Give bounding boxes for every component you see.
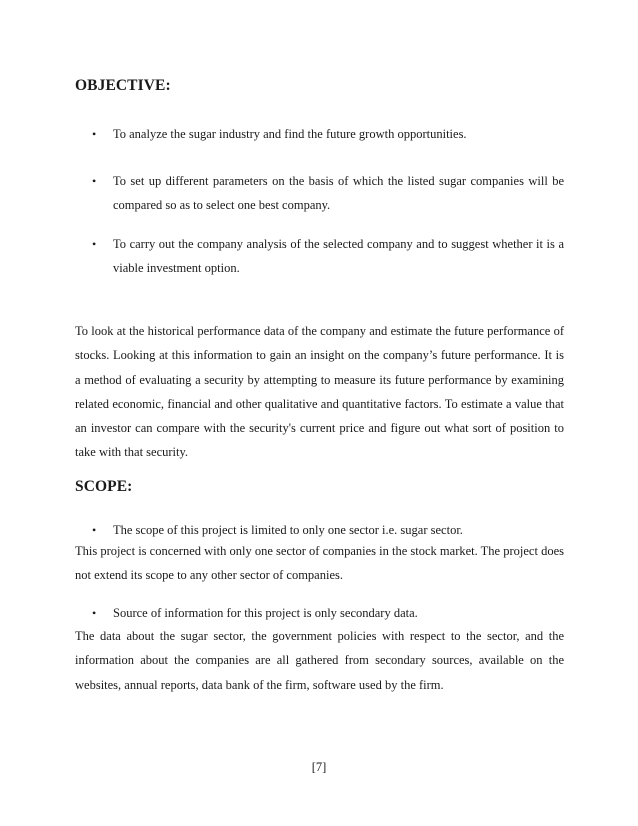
bullet-icon: • [92, 174, 97, 188]
scope-bullet-1-text: The scope of this project is limited to only one sector i.e. sugar sector. [113, 523, 463, 537]
scope-heading: SCOPE: [75, 478, 133, 495]
scope-paragraph-1: This project is concerned with only one sector of companies in the stock market. The project does not extend its scope to any other sector of companies. [75, 544, 564, 583]
bullet-icon: • [92, 523, 97, 537]
objective-bullet-list [0, 169, 638, 217]
bullet-icon: • [92, 606, 97, 620]
page-number: [7] [311, 760, 327, 774]
objective-bullet-3-text: To carry out the company analysis of the selected company and to suggest whether it is a viable investment option. [113, 237, 564, 275]
objective-paragraph: To look at the historical performance data of the company and estimate the future performance of stocks. Looking at this information to gain an insight on the company’s future performance. It is a method of evaluating a security by attempting to measure its future performance by examining related economic, financial and other qualitative and quantitative factors. To estimate a value that an investor can compare with the security's current price and figure out what sort of position to take with that security. [75, 324, 564, 460]
scope-bullet-2-text: Source of information for this project is only secondary data. [113, 606, 418, 620]
bullet-icon: • [92, 237, 97, 251]
objective-bullet-2-text: To set up different parameters on the basis of which the listed sugar companies will be compared so as to select one best company. [113, 174, 564, 212]
objective-bullet-1 [0, 122, 638, 146]
scope-paragraph-2: The data about the sugar sector, the government policies with respect to the sector, and the information about the companies are all gathered from secondary sources, available on the websites, annual reports, data bank of the firm, software used by the firm. [75, 629, 564, 692]
objective-bullet-3 [0, 232, 638, 280]
bullet-icon: • [92, 127, 97, 141]
objective-bullet-1-text: To analyze the sugar industry and find the future growth opportunities. [113, 127, 467, 141]
scope-bullet-2 [0, 601, 638, 625]
objective-bullet-2 [0, 169, 638, 217]
objective-heading: OBJECTIVE: [75, 77, 171, 94]
scope-bullet-list [0, 601, 638, 625]
objective-bullet-list [0, 122, 638, 146]
objective-bullet-list [0, 232, 638, 280]
